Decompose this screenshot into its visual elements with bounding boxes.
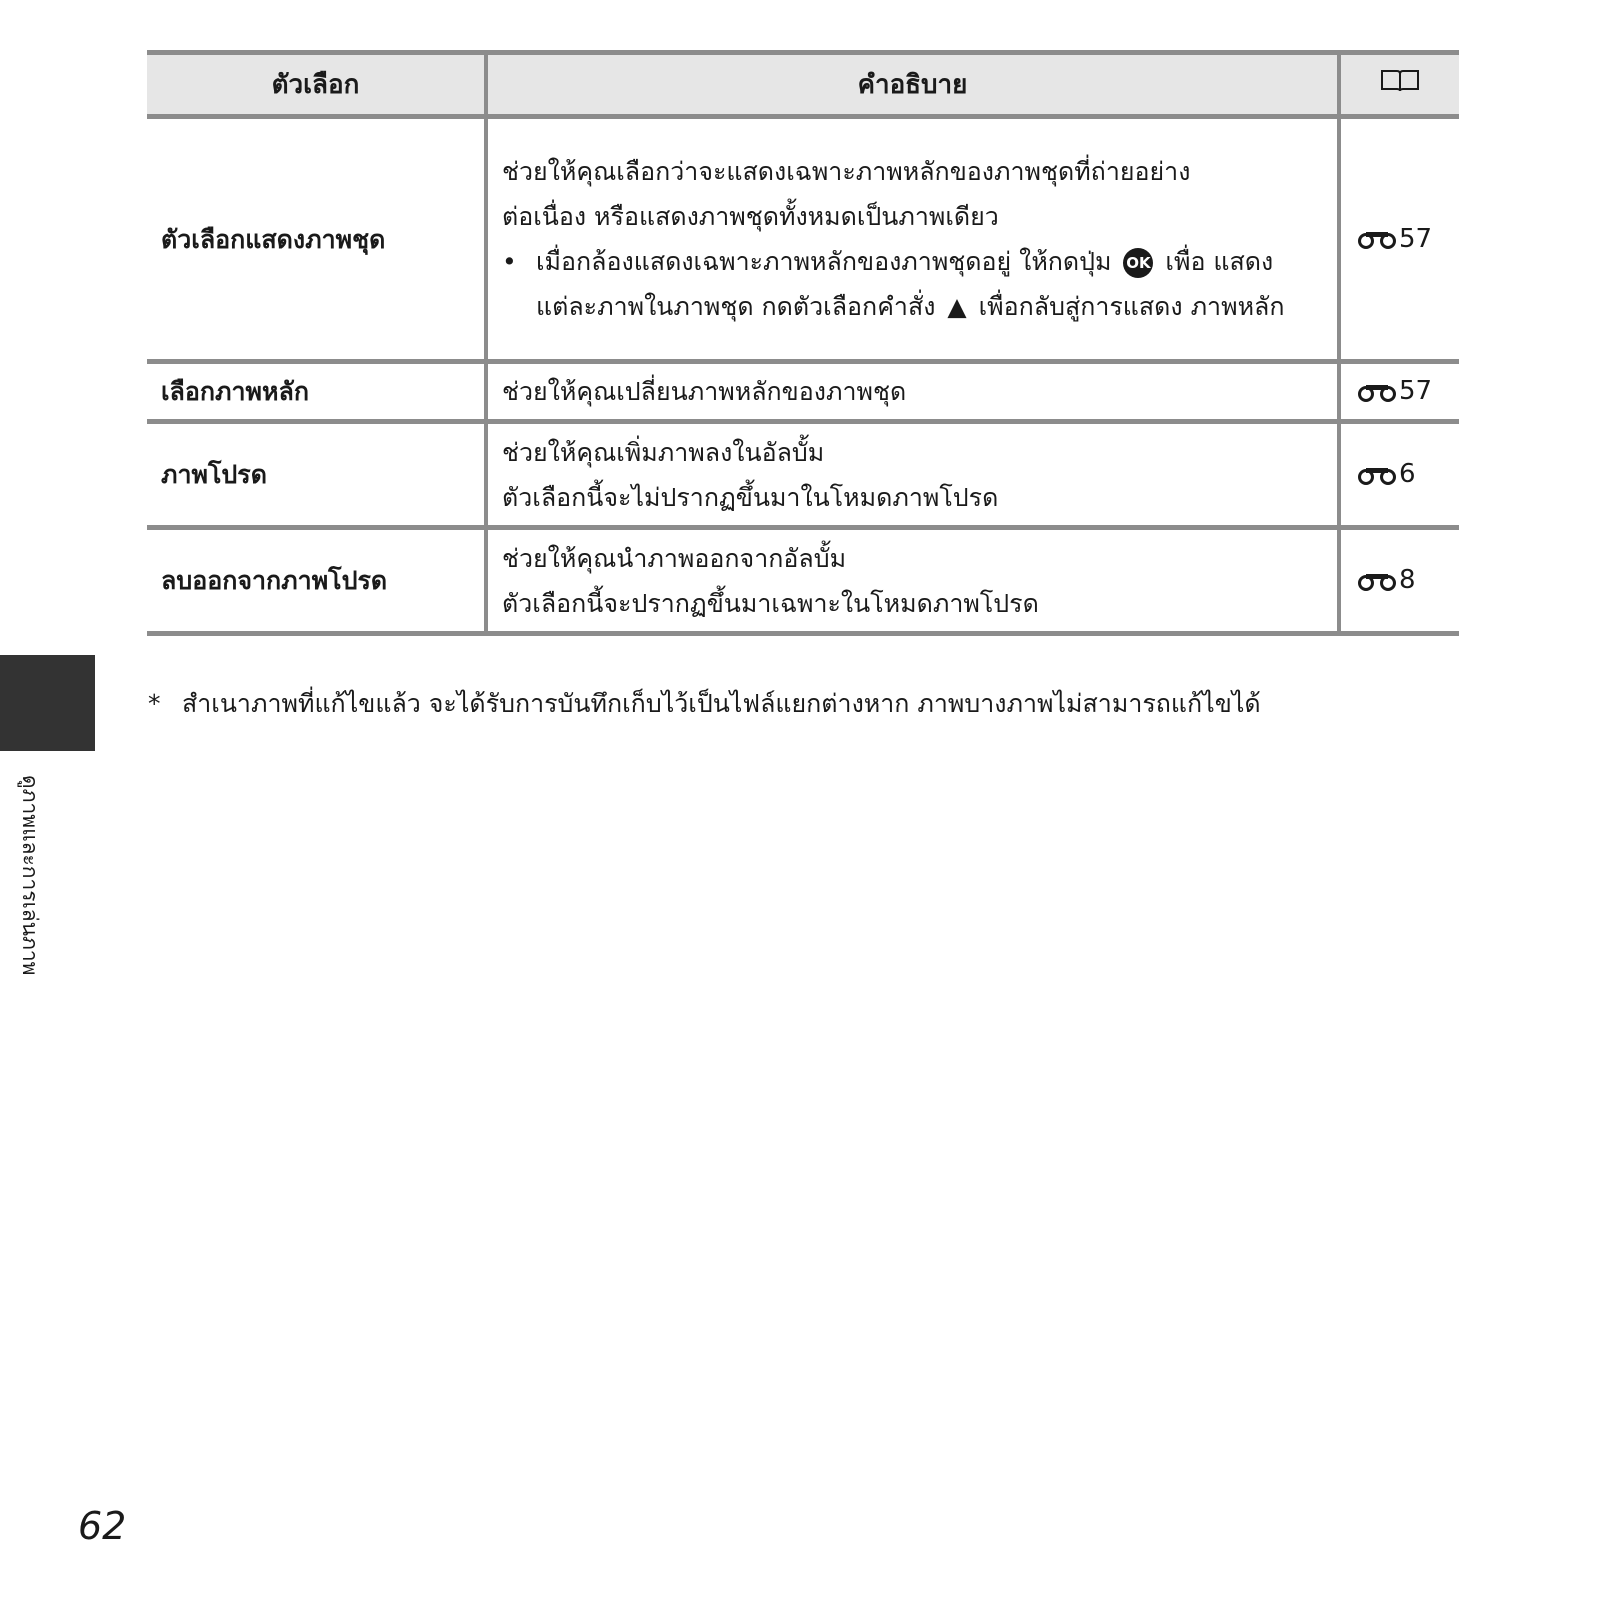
reference-section-icon xyxy=(1357,571,1397,591)
bullet-text-part: เพื่อกลับสู่การแสดง ภาพหลัก xyxy=(978,292,1285,321)
book-icon xyxy=(1379,68,1421,94)
up-triangle-icon: ▲ xyxy=(947,292,967,321)
reference-page: 8 xyxy=(1399,565,1416,595)
table-row xyxy=(147,117,1459,362)
reference-cell xyxy=(1339,528,1459,634)
reference-section-icon xyxy=(1357,382,1397,402)
description-line: ช่วยให้คุณนำภาพออกจากอัลบั้ม xyxy=(502,543,847,573)
reference-page: 57 xyxy=(1399,376,1433,406)
header-option: ตัวเลือก xyxy=(147,53,486,117)
options-table xyxy=(147,50,1459,636)
description-line: ช่วยให้คุณเปลี่ยนภาพหลักของภาพชุด xyxy=(502,377,907,406)
bullet-text xyxy=(536,239,1319,329)
option-name: ลบออกจากภาพโปรด xyxy=(147,528,486,634)
option-description xyxy=(486,362,1339,422)
reference-cell xyxy=(1339,362,1459,422)
bullet-text-part: เพื่อ แสดงแต่ละภาพในภาพชุด กดตัวเลือกคำสั่ง xyxy=(536,247,1274,321)
option-name: เลือกภาพหลัก xyxy=(147,362,486,422)
ok-button-icon: OK xyxy=(1123,248,1153,278)
section-side-label: ดูภาพและการเล่นภาพ xyxy=(18,775,42,976)
table-row xyxy=(147,362,1459,422)
option-description xyxy=(486,422,1339,528)
reference-section-icon xyxy=(1357,229,1397,249)
footnote-text: สำเนาภาพที่แก้ไขแล้ว จะได้รับการบันทึกเก็บไว้เป็นไฟล์แยกต่างหาก ภาพบางภาพไม่สามารถแก้ไขได้ xyxy=(182,689,1261,718)
description-line: ต่อเนื่อง หรือแสดงภาพชุดทั้งหมดเป็นภาพเดียว xyxy=(502,202,999,231)
description-line: ตัวเลือกนี้จะไม่ปรากฏขึ้นมาในโหมดภาพโปรด xyxy=(502,482,999,512)
section-tab-marker xyxy=(0,655,95,751)
header-reference xyxy=(1339,53,1459,117)
reference-page: 6 xyxy=(1399,459,1416,489)
table-row xyxy=(147,528,1459,634)
table-row xyxy=(147,422,1459,528)
reference-cell xyxy=(1339,117,1459,362)
option-description xyxy=(486,117,1339,362)
reference-cell xyxy=(1339,422,1459,528)
reference-page: 57 xyxy=(1399,223,1433,254)
description-line: ช่วยให้คุณเพิ่มภาพลงในอัลบั้ม xyxy=(502,437,825,467)
footnote-marker: * xyxy=(148,689,161,718)
option-name: ตัวเลือกแสดงภาพชุด xyxy=(147,117,486,362)
bullet-dot: • xyxy=(502,247,517,276)
page-number: 62 xyxy=(78,1504,127,1548)
bullet-text-part: เมื่อกล้องแสดงเฉพาะภาพหลักของภาพชุดอยู่ ให้กดปุ่ม xyxy=(536,247,1112,276)
table-header-row xyxy=(147,53,1459,117)
option-name: ภาพโปรด xyxy=(147,422,486,528)
bullet-item xyxy=(502,239,1319,329)
description-line: ช่วยให้คุณเลือกว่าจะแสดงเฉพาะภาพหลักของภาพชุดที่ถ่ายอย่าง xyxy=(502,157,1191,186)
description-line: ตัวเลือกนี้จะปรากฏขึ้นมาเฉพาะในโหมดภาพโปรด xyxy=(502,588,1039,618)
option-description xyxy=(486,528,1339,634)
footnote xyxy=(148,684,1478,724)
reference-section-icon xyxy=(1357,465,1397,485)
header-description: คำอธิบาย xyxy=(486,53,1339,117)
